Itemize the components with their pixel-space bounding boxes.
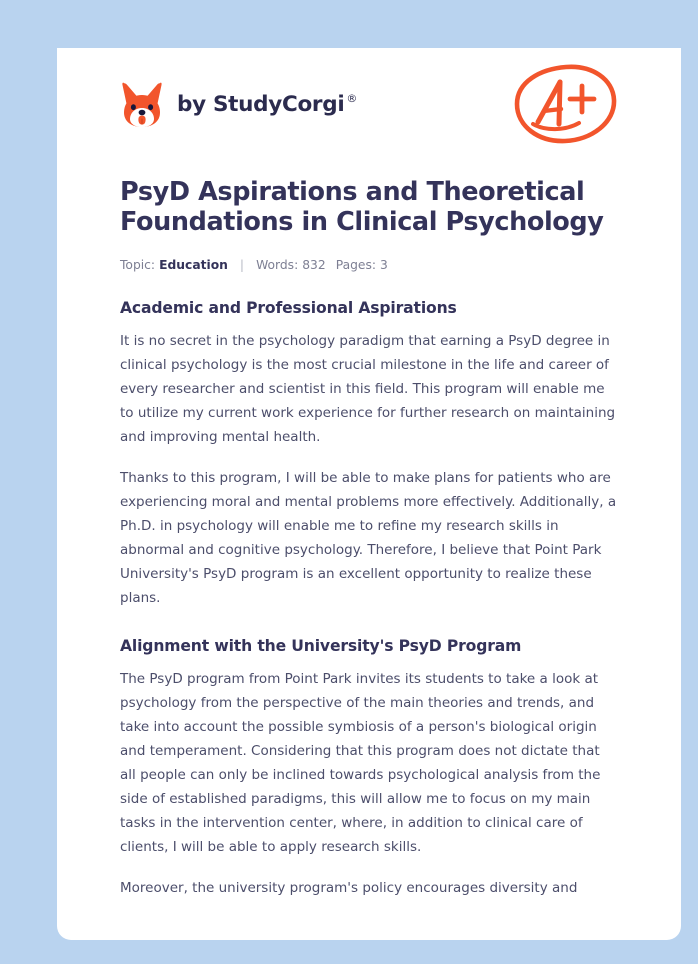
brand-prefix: by	[177, 91, 213, 117]
meta-separator: |	[239, 257, 245, 272]
paragraph: Moreover, the university program's policy encourages diversity and	[120, 879, 578, 896]
paragraph: Thanks to this program, I will be able to make plans for patients who are experiencing moral and mental problems more effectively. Additionally, a Ph.D. in psychology will enable me to refine my research skills in abnormal and cognitive psychology. Therefore, I believe that Point Park University's PsyD program is an excellent opportunity to realize these plans.	[120, 469, 617, 606]
page-title: PsyD Aspirations and Theoretical Foundations in Clinical Psychology	[120, 177, 604, 237]
document-page-card	[57, 48, 681, 940]
article-metadata	[120, 258, 618, 272]
paragraph: The PsyD program from Point Park invites its students to take a look at psychology from the perspective of the main theories and trends, and take into account the possible symbiosis of a person's biological origin and temperament. Considering that this program does not dictate that all people can only be inclined towards psychological analysis from the side of established paradigms, this will allow me to focus on my main tasks in the intervention center, where, in addition to clinical care of clients, I will be able to apply research skills.	[120, 670, 601, 855]
section-heading: Academic and Professional Aspirations	[120, 298, 457, 317]
meta-pages	[336, 258, 388, 272]
registered-trademark-icon: ®	[346, 92, 358, 106]
corgi-face-icon	[120, 80, 164, 128]
section-heading: Alignment with the University's PsyD Program	[120, 636, 522, 655]
meta-topic	[120, 258, 228, 272]
document-header	[57, 48, 681, 160]
meta-words-label: Words:	[256, 257, 299, 272]
meta-topic-label: Topic:	[120, 257, 156, 272]
a-plus-circled-icon	[513, 60, 618, 148]
meta-words	[256, 258, 326, 272]
studycorgi-logo[interactable]	[120, 80, 357, 128]
meta-topic-value[interactable]: Education	[159, 257, 228, 272]
brand-wordmark	[177, 92, 357, 117]
brand-name: StudyCorgi	[213, 91, 345, 117]
meta-words-value: 832	[302, 257, 326, 272]
paragraph: It is no secret in the psychology paradigm that earning a PsyD degree in clinical psychology is the most crucial milestone in the life and career of every researcher and scientist in this field. This program will enable me to utilize my current work experience for further research on maintaining and improving mental health.	[120, 332, 616, 445]
meta-pages-value: 3	[380, 257, 388, 272]
article-body	[57, 178, 681, 900]
meta-pages-label: Pages:	[335, 257, 377, 272]
